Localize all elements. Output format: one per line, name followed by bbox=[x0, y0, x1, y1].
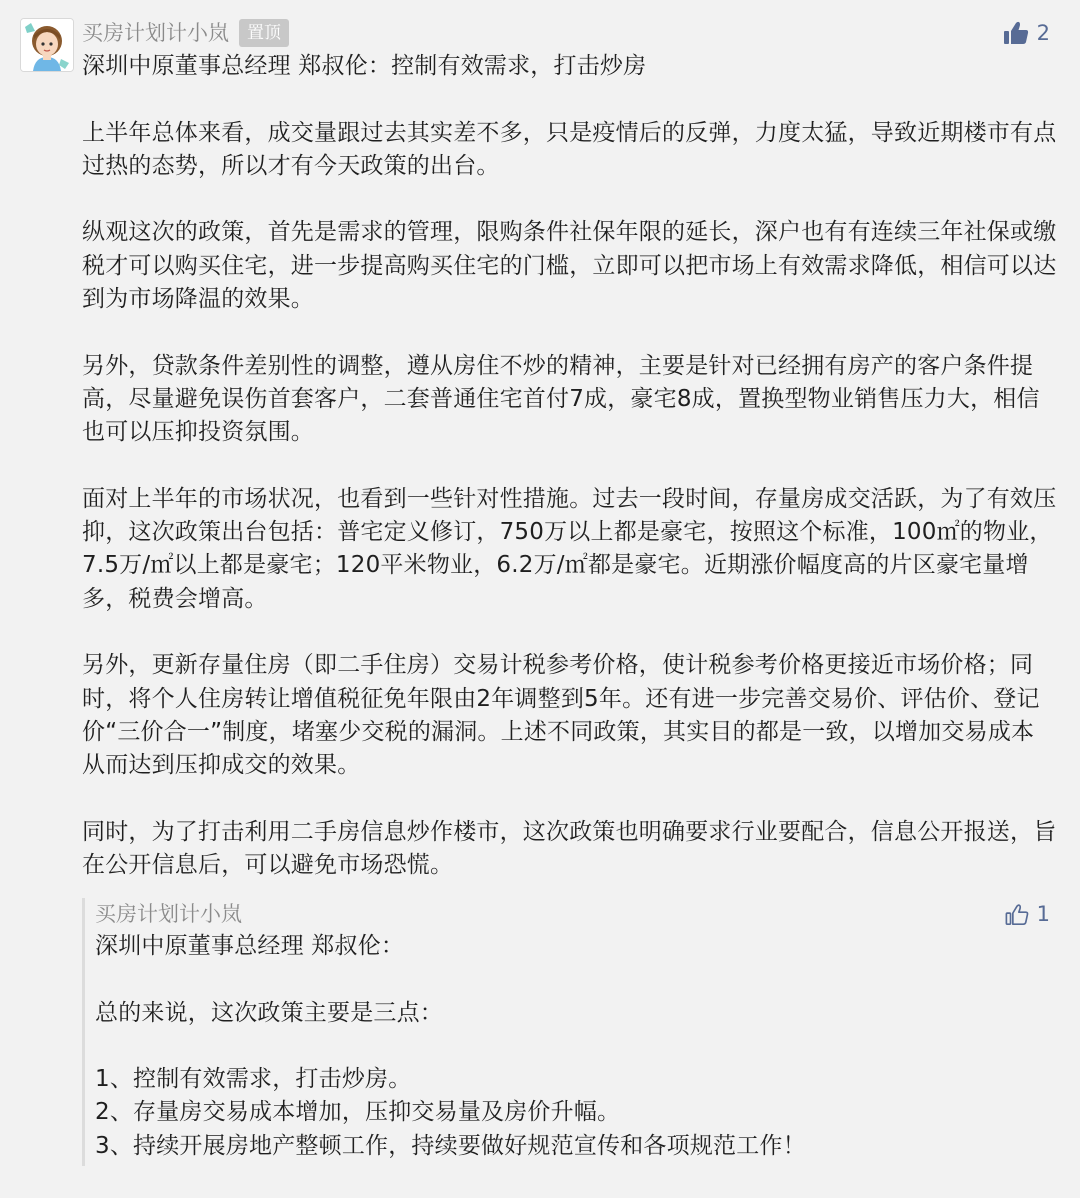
pinned-badge: 置顶 bbox=[239, 19, 289, 47]
thumbs-up-outline-icon bbox=[1005, 903, 1029, 926]
comment-header bbox=[82, 16, 289, 50]
reply-body: 深圳中原董事总经理 郑叔伦： 总的来说，这次政策主要是三点： 1、控制有效需求，打击炒房。 2、存量房交易成本增加，压抑交易量及房价升幅。 3、持续开展房地产整顿工作，持续要做好规范宣传和各项规范工作！ bbox=[95, 933, 806, 1159]
comment-body: 深圳中原董事总经理 郑叔伦：控制有效需求，打击炒房 上半年总体来看，成交量跟过去其实差不多，只是疫情后的反弹，力度太猛，导致近期楼市有点过热的态势，所以才有今天政策的出台。 纵观这次的政策，首先是需求的管理，限购条件社保年限的延长，深户也有有连续三年社保或缴税才可以购买住宅，进一步提高购买住宅的门槛，立即可以把市场上有效需求降低，相信可以达到为市场降温的效果。 另外，贷款条件差别性的调整，遵从房住不炒的精神，主要是针对已经拥有房产的客户条件提高，尽量避免误伤首套客户，二套普通住宅首付7成，豪宅8成，置换型物业销售压力大，相信也可以压抑投资氛围。 面对上半年的市场状况，也看到一些针对性措施。过去一段时间，存量房成交活跃，为了有效压抑，这次政策出台包括：普宅定义修订，750万以上都是豪宅，按照这个标准，100㎡的物业，7.5万/㎡以上都是豪宅；120平米物业，6.2万/㎡都是豪宅。近期涨价幅度高的片区豪宅量增多，税费会增高。 另外，更新存量住房（即二手住房）交易计税参考价格，使计税参考价格更接近市场价格；同时，将个人住房转让增值税征免年限由2年调整到5年。还有进一步完善交易价、评估价、登记价“三价合一”制度，堵塞少交税的漏洞。上述不同政策，其实目的都是一致，以增加交易成本从而达到压抑成交的效果。 同时，为了打击利用二手房信息炒作楼市，这次政策也明确要求行业要配合，信息公开报送，旨在公开信息后，可以避免市场恐慌。 bbox=[82, 53, 1057, 879]
reply-like-button[interactable] bbox=[1005, 898, 1050, 930]
comment-like-button[interactable] bbox=[1003, 16, 1050, 50]
comment-like-count: 2 bbox=[1036, 20, 1050, 45]
author-reply bbox=[82, 898, 1057, 1166]
avatar[interactable] bbox=[20, 18, 74, 72]
reply-author-name[interactable]: 买房计划计小岚 bbox=[95, 902, 242, 926]
comment-author-name[interactable]: 买房计划计小岚 bbox=[82, 21, 229, 45]
thumbs-up-filled-icon bbox=[1003, 21, 1029, 45]
reply-like-count: 1 bbox=[1036, 901, 1050, 926]
cartoon-girl-avatar-icon bbox=[21, 19, 73, 71]
